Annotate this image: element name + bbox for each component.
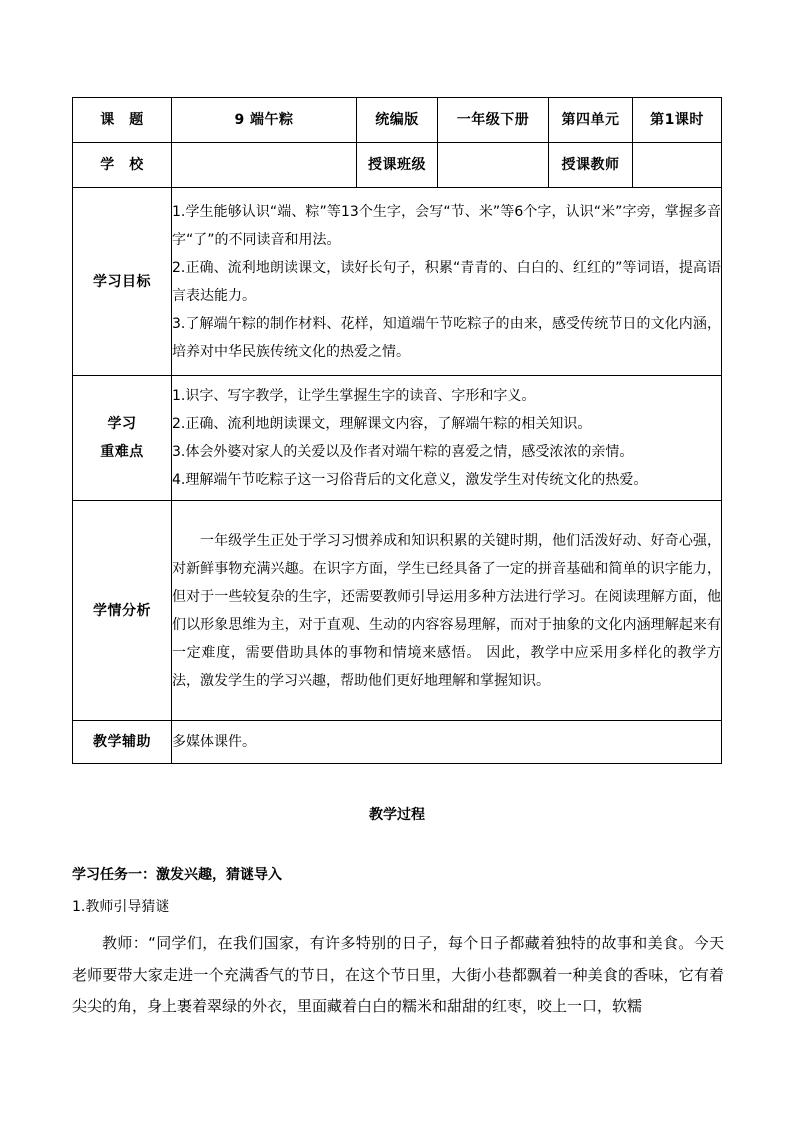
period: 第1课时 [633,98,722,143]
table-row [73,721,722,764]
unit: 第四单元 [549,98,633,143]
goal-item: 1.学生能够认识“端、粽”等13个生字，会写“节、米”等6个字，认识“米”字旁，掌握多音字“了”的不同读音和用法。 [172,203,721,248]
table-row [73,188,722,376]
class-value [438,143,549,188]
goal-item: 3.了解端午粽的制作材料、花样，知道端午节吃粽子的由来，感受传统节日的文化内涵，培养对中华民族传统文化的热爱之情。 [172,315,721,360]
task-heading: 学习任务一：激发兴趣，猜谜导入 [72,867,282,883]
keypoint-item: 3.体会外婆对家人的关爱以及作者对端午粽的喜爱之情，感受浓浓的亲情。 [172,444,634,460]
teacher-value [633,143,722,188]
grade: 一年级下册 [438,98,549,143]
table-row [73,98,722,143]
goal-item: 2.正确、流利地朗读课文，读好长句子，积累“青青的、白白的、红红的”等词语，提高语言表达能力。 [172,259,721,304]
goals-label: 学习目标 [73,188,172,376]
edition: 统编版 [357,98,438,143]
table-row [73,143,722,188]
lesson-plan-table [72,97,722,764]
keypoints-content [172,376,722,501]
analysis-content: 一年级学生正处于学习习惯养成和知识积累的关键时期，他们活泼好动、好奇心强，对新鲜事物充满兴趣。在识字方面，学生已经具备了一定的拼音基础和简单的识字能力，但对于一些较复杂的生字，还需要教师引导运用多种方法进行学习。在阅读理解方面，他们以形象思维为主，对于直观、生动的内容容易理解，而对于抽象的文化内涵理解起来有一定难度，需要借助具体的事物和情境来感悟。 因此，教学中应采用多样化的教学方法，激发学生的学习兴趣，帮助他们更好地理解和掌握知识。 [172,501,722,721]
keypoint-item: 1.识字、写字教学，让学生掌握生字的读音、字形和字义。 [172,388,536,404]
aids-label: 教学辅助 [73,721,172,764]
keypoint-item: 2.正确、流利地朗读课文，理解课文内容，了解端午粽的相关知识。 [172,416,592,432]
keypoints-label-line2: 重难点 [100,444,144,460]
step-heading: 1.教师引导猜谜 [72,899,170,915]
table-row [73,501,722,721]
school-value [172,143,357,188]
teacher-label: 授课教师 [549,143,633,188]
keypoints-label [73,376,172,501]
lesson-title: 9 端午粽 [172,98,357,143]
lesson-label: 课 题 [73,98,172,143]
school-label: 学 校 [73,143,172,188]
body-paragraph: 教师：“同学们，在我们国家，有许多特别的日子，每个日子都藏着独特的故事和美食。今天老师要带大家走进一个充满香气的节日，在这个节日里，大街小巷都飘着一种美食的香味，它有着尖尖的角，身上裹着翠绿的外衣，里面藏着白白的糯米和甜甜的红枣，咬上一口，软糯 [72,934,724,1015]
goals-content [172,188,722,376]
keypoint-item: 4.理解端午节吃粽子这一习俗背后的文化意义，激发学生对传统文化的热爱。 [172,472,648,488]
process-title: 教学过程 [369,807,425,823]
aids-content: 多媒体课件。 [172,721,722,764]
table-row [73,376,722,501]
keypoints-label-line1: 学习 [107,416,137,432]
class-label: 授课班级 [357,143,438,188]
analysis-label: 学情分析 [73,501,172,721]
